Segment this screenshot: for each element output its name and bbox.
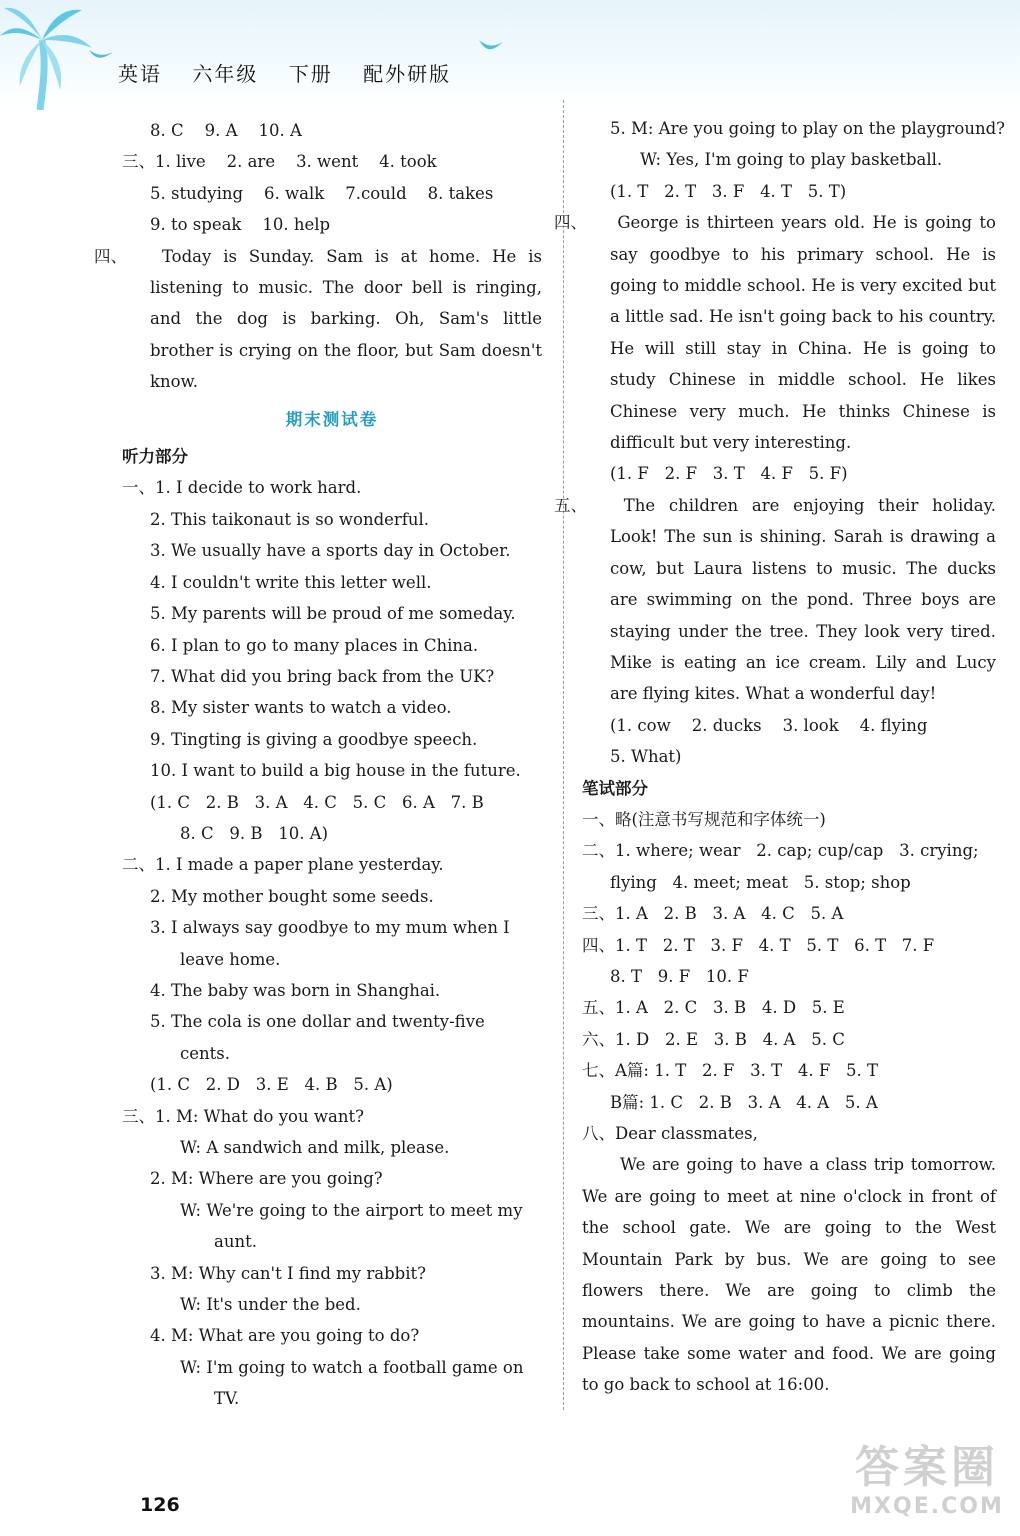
answer-line: 二、1. where; wear 2. cap; cup/cap 3. crying; <box>582 841 979 861</box>
passage-text: George is thirteen years old. He is going to say goodbye to his primary school. He is going to middle school. He is very excited but a little sad. He isn't going back to his country. He will still stay in China. He is going to study Chinese in middle school. He likes Chinese very much. He thinks Chinese is difficult but very interesting. <box>610 213 996 453</box>
listening-item: 3. I always say goodbye to my mum when I <box>150 918 510 938</box>
dialogue-line: aunt. <box>214 1232 257 1252</box>
item-text: 1. I decide to work hard. <box>155 478 362 498</box>
listening-item: leave home. <box>180 949 281 969</box>
listening-item <box>122 472 542 503</box>
listening-item: cents. <box>180 1043 230 1063</box>
answer-line: B篇: 1. C 2. B 3. A 4. A 5. A <box>610 1092 878 1112</box>
answer-line: (1. F 2. F 3. T 4. F 5. F) <box>610 464 848 484</box>
dialogue-line: 3. M: Why can't I find my rabbit? <box>150 1263 426 1283</box>
answer-line: 8. C 9. B 10. A) <box>180 823 329 843</box>
listening-item <box>122 849 542 880</box>
right-column <box>554 113 1006 1401</box>
dialogue-line: W: We're going to the airport to meet my <box>180 1200 523 1220</box>
bird-icon <box>478 38 504 54</box>
answer-line: 三、1. A 2. B 3. A 4. C 5. A <box>582 904 844 924</box>
dialogue-line: 4. M: What are you going to do? <box>150 1326 420 1346</box>
listening-item: 2. This taikonaut is so wonderful. <box>150 509 430 529</box>
listening-item: 2. My mother bought some seeds. <box>150 886 434 906</box>
answer-line: (1. C 2. B 3. A 4. C 5. C 6. A 7. B <box>150 792 484 812</box>
listening-item: 3. We usually have a sports day in October. <box>150 541 511 561</box>
answer-line: 七、A篇: 1. T 2. F 3. T 4. F 5. T <box>582 1061 879 1081</box>
answer-line: 5. studying 6. walk 7.could 8. takes <box>150 183 494 203</box>
book-edition: 配外研版 <box>363 62 452 86</box>
letter-body: We are going to have a class trip tomorrow. We are going to meet at nine o'clock in front of the school gate. We are going to the West Mountain Park by bus. We are going to see flowers there. We are going to climb the mountains. We are going to have a picnic there. Please take some water and food. We are going to go back to school at 16:00. <box>582 1155 996 1395</box>
passage-four-right <box>554 207 996 458</box>
dialogue-line: W: It's under the bed. <box>180 1295 361 1315</box>
watermark-logo <box>842 1442 1012 1532</box>
answer-line <box>122 146 542 177</box>
answer-line: 8. T 9. F 10. F <box>610 966 749 986</box>
listening-item: 5. The cola is one dollar and twenty-five <box>150 1012 485 1032</box>
bird-icon <box>88 48 114 62</box>
listening-section-one <box>122 472 542 849</box>
answer-line: 八、Dear classmates, <box>582 1124 758 1143</box>
answer-line: (1. cow 2. ducks 3. look 4. flying <box>610 715 928 735</box>
book-title <box>118 58 473 87</box>
section-marker: 二、 <box>122 855 155 875</box>
answer-line: (1. C 2. D 3. E 4. B 5. A) <box>150 1075 393 1095</box>
item-text: 1. M: What do you want? <box>155 1106 364 1126</box>
answer-line: 五、1. A 2. C 3. B 4. D 5. E <box>582 998 845 1018</box>
answer-line: 8. C 9. A 10. A <box>150 121 302 140</box>
book-subject: 英语 <box>118 62 162 86</box>
answer-line: 四、1. T 2. T 3. F 4. T 5. T 6. T 7. F <box>582 935 935 955</box>
answer-line: 9. to speak 10. help <box>150 215 331 235</box>
watermark-text: 答案圈 <box>855 1442 999 1493</box>
listening-item: 4. The baby was born in Shanghai. <box>150 980 441 1000</box>
answers-continued <box>122 115 542 241</box>
dialogue-line: W: A sandwich and milk, please. <box>180 1138 450 1157</box>
written-answers <box>582 804 996 1149</box>
answer-line: 一、略(注意书写规范和字体统一) <box>582 809 826 829</box>
dialogue-line: W: I'm going to watch a football game on <box>180 1357 524 1377</box>
answer-line: flying 4. meet; meat 5. stop; shop <box>610 872 911 892</box>
passage-five <box>554 490 996 710</box>
listening-item: 7. What did you bring back from the UK? <box>150 666 495 686</box>
dialogue-line: 5. M: Are you going to play on the playground? <box>610 119 1006 138</box>
book-volume: 下册 <box>288 62 333 86</box>
listening-item: 5. My parents will be proud of me someday. <box>150 604 516 624</box>
item-text: 1. live 2. are 3. went 4. took <box>155 152 437 172</box>
page-number: 126 <box>140 1494 180 1516</box>
left-column <box>94 115 542 1415</box>
section-marker: 四、 <box>94 246 127 266</box>
dialogue-continued <box>582 113 1006 207</box>
listening-item: 4. I couldn't write this letter well. <box>150 572 432 592</box>
answer-line: 六、1. D 2. E 3. B 4. A 5. C <box>582 1029 845 1049</box>
column-divider <box>563 100 564 1410</box>
answer-line: 5. What) <box>610 747 682 767</box>
section-marker: 三、 <box>122 1106 155 1126</box>
book-grade: 六年级 <box>192 62 259 86</box>
listening-section-two <box>122 849 542 1100</box>
section-marker: 一、 <box>122 478 155 498</box>
dialogue-line: 2. M: Where are you going? <box>150 1169 383 1189</box>
listening-item: 9. Tingting is giving a goodbye speech. <box>150 729 478 749</box>
listening-part-title: 听力部分 <box>122 447 188 467</box>
listening-item: 8. My sister wants to watch a video. <box>150 698 452 718</box>
listening-section-three <box>122 1101 542 1415</box>
section-marker: 三、 <box>122 152 155 172</box>
listening-item: 6. I plan to go to many places in China. <box>150 635 479 655</box>
passage-text: Today is Sunday. Sam is at home. He is listening to music. The door bell is ringing, and the dog is barking. Oh, Sam's little brother is crying on the floor, but Sam doesn't know. <box>150 246 542 392</box>
dialogue-line: (1. T 2. T 3. F 4. T 5. T) <box>610 181 847 201</box>
section-marker: 五、 <box>554 495 587 515</box>
dialogue-line: W: Yes, I'm going to play basketball. <box>640 150 943 170</box>
header-band <box>0 0 1020 110</box>
written-part-title: 笔试部分 <box>582 778 648 798</box>
passage-four <box>94 241 542 398</box>
dialogue-line <box>122 1101 542 1132</box>
passage-text: The children are enjoying their holiday. Look! The sun is shining. Sarah is drawing a cow, but Laura listens to music. The ducks are swimming on the pond. Three boys are staying under the tree. They look very tired. Mike is eating an ice cream. Lily and Lucy are flying kites. What a wonderful day! <box>610 495 996 704</box>
section-marker: 四、 <box>554 213 587 233</box>
item-text: 1. I made a paper plane yesterday. <box>155 855 444 875</box>
watermark-url: MXQE.COM <box>850 1494 1004 1519</box>
dialogue-line: TV. <box>214 1389 240 1409</box>
exam-title: 期末测试卷 <box>285 409 379 429</box>
listening-item: 10. I want to build a big house in the future. <box>150 761 521 781</box>
